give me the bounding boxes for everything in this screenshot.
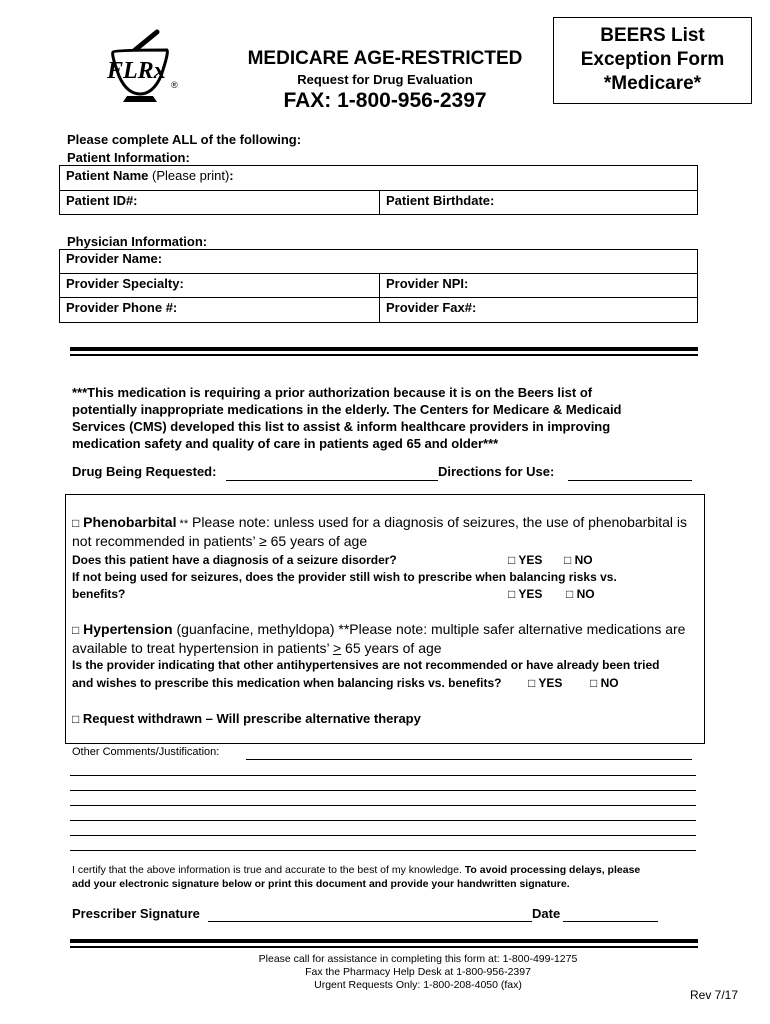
provider-npi-field[interactable]: [379, 273, 698, 298]
phenobarbital-checkbox[interactable]: □: [72, 516, 80, 530]
drug-requested-label: Drug Being Requested:: [72, 464, 217, 479]
drug-requested-input[interactable]: [226, 480, 438, 481]
footer-divider-thin: [70, 946, 698, 948]
hypertension-gte-symbol: >: [332, 640, 342, 656]
provider-npi-label: Provider NPI:: [386, 276, 469, 291]
non-seizure-yes-label: YES: [518, 587, 543, 601]
phenobarbital-note-2: not recommended in patients’ ≥ 65 years of age: [72, 533, 368, 549]
provider-name-label: Provider Name:: [66, 251, 163, 266]
hypertension-note-2c: 65 years of age: [341, 640, 442, 656]
provider-name-top-rule: [59, 249, 698, 250]
patient-id-label: Patient ID#:: [66, 193, 138, 208]
patient-name-hint: (Please print): [148, 168, 230, 183]
seizure-yes-option[interactable]: [508, 553, 542, 567]
comments-line-4[interactable]: [70, 805, 696, 806]
signature-date-label: Date: [532, 906, 561, 921]
section-divider-thin: [70, 354, 698, 356]
seizure-no-checkbox[interactable]: □: [564, 553, 572, 567]
comments-line-1[interactable]: [246, 759, 692, 760]
hypertension-title: Hypertension: [83, 621, 173, 637]
phenobarbital-note: Please note: unless used for a diagnosis of seizures, the use of phenobarbital is: [188, 514, 687, 530]
footer-contact: [160, 953, 676, 992]
comments-line-6[interactable]: [70, 835, 696, 836]
logo-registered-mark: ®: [171, 80, 178, 90]
patient-name-label: Patient Name: [66, 168, 149, 183]
patient-name-field[interactable]: [59, 165, 698, 191]
prescriber-signature-input[interactable]: [208, 921, 532, 922]
certification-text-1: I certify that the above information is true and accurate to the best of my knowledge.: [72, 864, 465, 876]
patient-birthdate-label: Patient Birthdate:: [386, 193, 495, 208]
beers-exception-box: [553, 17, 752, 104]
beers-notice: [72, 384, 622, 452]
fax-number: FAX: 1-800-956-2397: [283, 89, 487, 112]
comments-line-3[interactable]: [70, 790, 696, 791]
footer-divider: [70, 939, 698, 943]
certification-text-2: add your electronic signature below or print this document and provide your handwritten signature.: [72, 878, 570, 890]
provider-name-field[interactable]: [59, 249, 698, 274]
notice-line1: ***This medication is requiring a prior authorization because it is on the Beers list of: [72, 385, 593, 400]
certification-text: [72, 863, 640, 891]
seizure-no-option[interactable]: [564, 553, 593, 567]
comments-label: Other Comments/Justification:: [72, 746, 220, 758]
physician-information-heading: Physician Information:: [67, 234, 208, 249]
patient-id-field[interactable]: [59, 190, 380, 215]
non-seizure-no-option[interactable]: [566, 587, 595, 601]
hypertension-note-2: [72, 640, 442, 656]
logo-text: FLRx: [107, 58, 166, 84]
provider-fax-label: Provider Fax#:: [386, 300, 477, 315]
directions-for-use-input[interactable]: [568, 480, 692, 481]
beers-box-line3: *Medicare*: [603, 73, 702, 94]
complete-all-instruction: Please complete ALL of the following:: [67, 132, 302, 147]
patient-information-heading: Patient Information:: [67, 150, 190, 165]
beers-box-line2: Exception Form: [580, 49, 725, 70]
patient-birthdate-field[interactable]: [379, 190, 698, 215]
hypertension-yes-checkbox[interactable]: □: [528, 676, 536, 690]
hypertension-note: (guanfacine, methyldopa) **Please note: multiple safer alternative medications are: [172, 621, 686, 637]
footer-assistance-line: Please call for assistance in completing this form at: 1-800-499-1275: [258, 953, 578, 965]
comments-line-5[interactable]: [70, 820, 696, 821]
withdrawn-checkbox[interactable]: □: [72, 712, 80, 726]
non-seizure-question-1: If not being used for seizures, does the provider still wish to prescribe when balancing risks vs.: [72, 570, 617, 584]
withdrawn-label: Request withdrawn – Will prescribe alternative therapy: [82, 711, 421, 726]
provider-phone-field[interactable]: [59, 297, 380, 323]
notice-line3: Services (CMS) developed this list to assist & inform healthcare providers in improving: [72, 419, 611, 434]
patient-name-colon: :: [229, 168, 234, 183]
comments-line-7[interactable]: [70, 850, 696, 851]
hypertension-yes-label: YES: [538, 676, 563, 690]
hypertension-yes-option[interactable]: [528, 676, 562, 690]
non-seizure-no-checkbox[interactable]: □: [566, 587, 574, 601]
hypertension-no-checkbox[interactable]: □: [590, 676, 598, 690]
beers-box-line1: BEERS List: [600, 25, 705, 46]
hypertension-question-1: Is the provider indicating that other antihypertensives are not recommended or have already been tried: [72, 658, 660, 672]
seizure-yes-checkbox[interactable]: □: [508, 553, 516, 567]
revision-label: Rev 7/17: [690, 988, 739, 1002]
certification-text-1-bold: To avoid processing delays, please: [464, 864, 641, 876]
seizure-question: Does this patient have a diagnosis of a seizure disorder?: [72, 553, 397, 567]
phenobarbital-option: [72, 514, 687, 530]
footer-urgent-line: Urgent Requests Only: 1-800-208-4050 (fax): [314, 979, 522, 991]
hypertension-no-label: NO: [600, 676, 619, 690]
request-withdrawn-option[interactable]: [72, 711, 421, 726]
logo: [95, 28, 185, 103]
comments-line-2[interactable]: [70, 775, 696, 776]
notice-line2: potentially inappropriate medications in the elderly. The Centers for Medicare & Medicaid: [72, 402, 622, 417]
section-divider: [70, 347, 698, 351]
hypertension-option: [72, 621, 685, 637]
non-seizure-yes-option[interactable]: [508, 587, 542, 601]
footer-helpdesk-line: Fax the Pharmacy Help Desk at 1-800-956-2397: [305, 966, 531, 978]
seizure-no-label: NO: [574, 553, 593, 567]
hypertension-checkbox[interactable]: □: [72, 623, 80, 637]
hypertension-question-2: and wishes to prescribe this medication when balancing risks vs. benefits?: [72, 676, 502, 690]
non-seizure-yes-checkbox[interactable]: □: [508, 587, 516, 601]
phenobarbital-title: Phenobarbital: [83, 514, 177, 530]
signature-date-input[interactable]: [563, 921, 658, 922]
provider-fax-field[interactable]: [379, 297, 698, 323]
prescriber-signature-label: Prescriber Signature: [72, 906, 200, 921]
seizure-yes-label: YES: [518, 553, 543, 567]
form-title: MEDICARE AGE-RESTRICTED: [247, 48, 523, 69]
medication-options-box: [65, 494, 705, 744]
notice-line4: medication safety and quality of care in patients aged 65 and older***: [72, 436, 499, 451]
phenobarbital-stars: **: [176, 518, 189, 530]
hypertension-note-2a: available to treat hypertension in patients’: [72, 640, 333, 656]
provider-specialty-label: Provider Specialty:: [66, 276, 184, 291]
hypertension-no-option[interactable]: [590, 676, 619, 690]
non-seizure-no-label: NO: [576, 587, 595, 601]
non-seizure-question-2: benefits?: [72, 587, 126, 601]
directions-for-use-label: Directions for Use:: [438, 464, 555, 479]
provider-specialty-field[interactable]: [59, 273, 380, 298]
provider-phone-label: Provider Phone #:: [66, 300, 178, 315]
form-subtitle: Request for Drug Evaluation: [297, 72, 473, 87]
